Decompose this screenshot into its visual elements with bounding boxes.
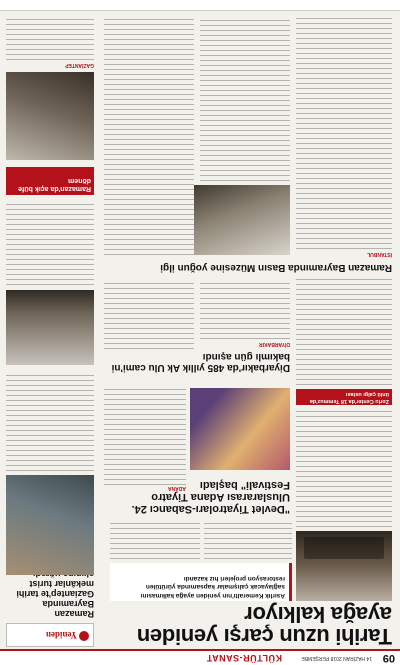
body-column [296,279,392,385]
main-headline: Tarihi uzun çarşı yeniden ayağa kalkıyor [137,602,392,649]
museum-headline: Ramazan Bayramında Basın Müzesine yoğun ilgi [160,262,392,273]
byline: DİYARBAKIR [259,341,290,347]
sidebar-photo [6,475,94,575]
body-column [6,371,94,471]
page-footer [0,0,400,11]
brand-logo-icon [79,631,89,641]
side-tag: Ramazan'da açık büfe dönem [6,167,94,195]
body-column [204,519,292,559]
byline: GAZİANTEP [65,62,94,68]
body-column [6,201,94,285]
mosque-headline: Diyarbakır'da 485 yıllık Ak Ulu cami'ni bakımlı gün aşındı [111,351,290,373]
issue-date: 14 HAZİRAN 2018 PERŞEMBE [301,655,372,661]
body-column [104,279,194,349]
section-title: KÜLTÜR-SANAT [206,653,282,663]
byline: İSTANBUL [367,251,392,257]
page-header [0,651,400,665]
body-column [296,409,392,527]
lead-photo [296,531,392,601]
promo-box: Zorlu Center'da 18 Temmuz'da ünlü çalgı ustası [296,389,392,405]
sidebar-headline: Ramazan Bayramında Gaziantep'te tarihi mekânlar turist [16,579,94,619]
body-column [296,17,392,249]
body-column [200,17,290,181]
body-column [6,16,94,60]
body-column [110,519,200,559]
museum-photo [194,185,290,255]
body-column [104,17,194,255]
mosque-photo [6,290,94,365]
header-rule [0,649,400,651]
body-column [200,279,290,339]
festival-headline: "Devlet Tiyatroları-Sabancı 24. Uluslararası Adana Tiyatro Festivali" başladı [131,479,290,515]
side-photo [6,72,94,160]
page-number: 09 [382,652,395,664]
brand-name: Yeniden [45,630,77,640]
byline: ADANA [167,485,186,491]
festival-photo [190,388,290,470]
brand-box [6,623,94,647]
body-column [104,385,186,485]
lead-deck: Asırlık Kemeraltı'nın yeniden ayağa kalkmasını sağlayacak çalışmalar kapsamında yürütülen restorasyon projeleri hız kazandı [110,563,292,601]
